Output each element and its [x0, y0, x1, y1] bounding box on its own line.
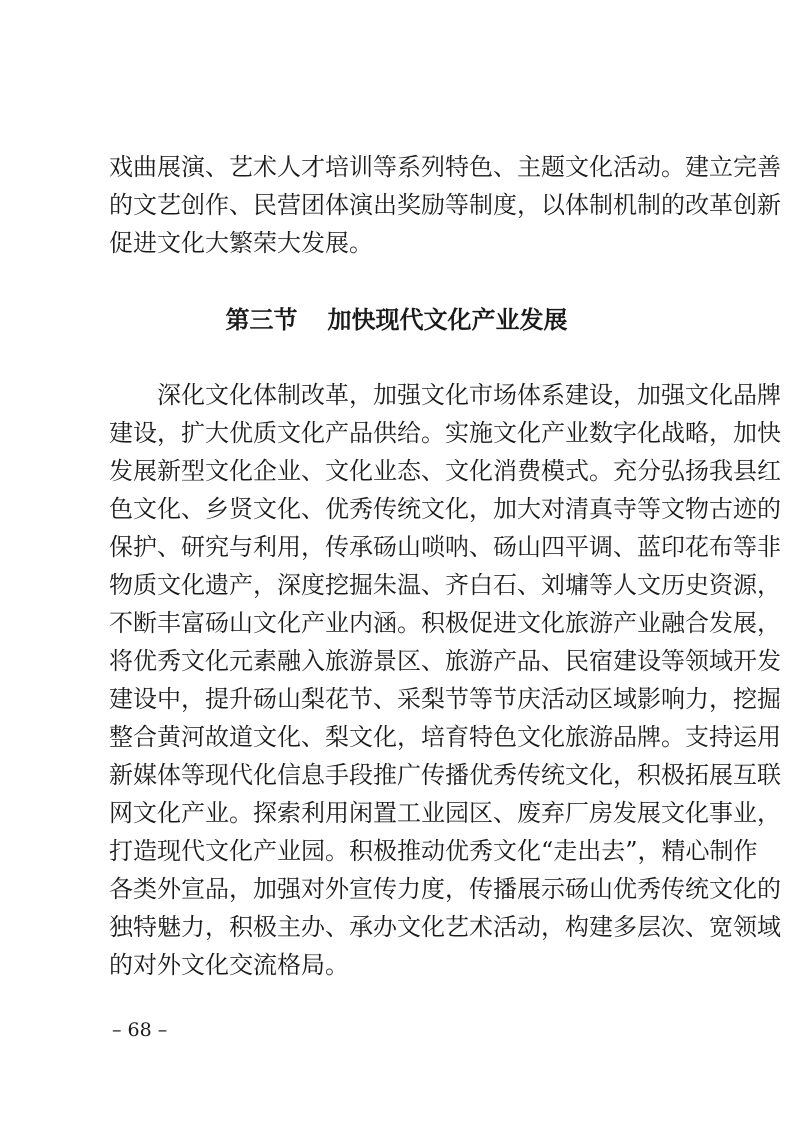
- text-line: 独特魅力，积极主办、承办文化艺术活动，构建多层次、宽领域: [109, 913, 781, 941]
- text-line: 促进文化大繁荣大发展。: [109, 229, 373, 257]
- text-line: 各类外宣品，加强对外宣传力度，传播展示砀山优秀传统文化的: [109, 875, 781, 903]
- text-line: 深化文化体制改革，加强文化市场体系建设，加强文化品牌: [157, 381, 781, 409]
- text-line: 色文化、乡贤文化、优秀传统文化，加大对清真寺等文物古迹的: [109, 495, 781, 523]
- text-line: 打造现代文化产业园。积极推动优秀文化“走出去”，精心制作: [109, 837, 758, 865]
- section-title: 加快现代文化产业发展: [327, 306, 568, 334]
- text-line: 建设中，提升砀山梨花节、采梨节等节庆活动区域影响力，挖掘: [109, 685, 781, 713]
- text-line: 网文化产业。探索利用闲置工业园区、废弃厂房发展文化事业，: [109, 799, 781, 827]
- text-line: 整合黄河故道文化、梨文化，培育特色文化旅游品牌。支持运用: [109, 723, 781, 751]
- page-number: – 68 –: [112, 1019, 168, 1041]
- text-line: 保护、研究与利用，传承砀山唢呐、砀山四平调、蓝印花布等非: [109, 533, 781, 561]
- text-line: 戏曲展演、艺术人才培训等系列特色、主题文化活动。建立完善: [109, 153, 781, 181]
- text-line: 的文艺创作、民营团体演出奖励等制度，以体制机制的改革创新: [109, 191, 781, 219]
- text-line: 发展新型文化企业、文化业态、文化消费模式。充分弘扬我县红: [109, 457, 781, 485]
- text-line: 将优秀文化元素融入旅游景区、旅游产品、民宿建设等领域开发: [109, 647, 781, 675]
- text-line: 建设，扩大优质文化产品供给。实施文化产业数字化战略，加快: [109, 419, 781, 447]
- section-number: 第三节: [225, 306, 298, 334]
- text-line: 物质文化遗产，深度挖掘朱温、齐白石、刘墉等人文历史资源，: [109, 571, 781, 599]
- text-line: 新媒体等现代化信息手段推广传播优秀传统文化，积极拓展互联: [109, 761, 781, 789]
- section-heading: [0, 304, 793, 336]
- text-line: 不断丰富砀山文化产业内涵。积极促进文化旅游产业融合发展，: [109, 609, 781, 637]
- text-line: 的对外文化交流格局。: [109, 951, 349, 979]
